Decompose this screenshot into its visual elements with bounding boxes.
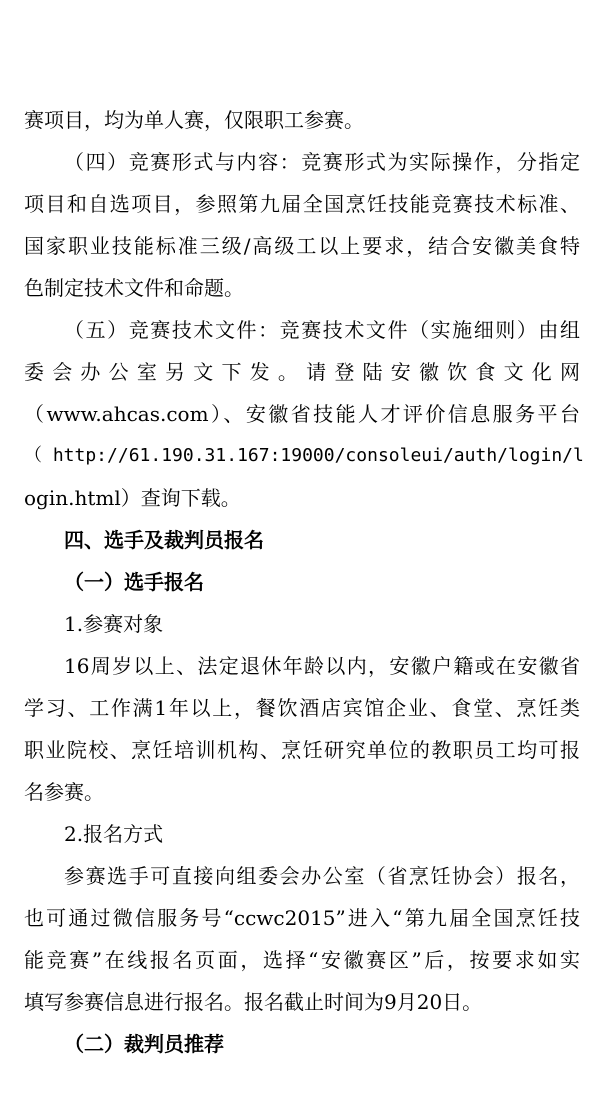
paragraph-line: （www.ahcas.com）、安徽省技能人才评价信息服务平台 [24, 402, 580, 426]
section-five-title-line: （五）竞赛技术文件：竞赛技术文件（实施细则）由组 [64, 318, 580, 342]
paragraph-line: 能竞赛”在线报名页面，选择“安徽赛区”后，按要求如实 [24, 948, 580, 972]
paragraph-line: 名参赛。 [24, 780, 104, 804]
paragraph-line: 学习、工作满1年以上，餐饮酒店宾馆企业、食堂、烹饪类 [24, 696, 580, 720]
url-line: （ http://61.190.31.167:19000/consoleui/auth/login/l [24, 445, 584, 466]
subsection-heading: （二）裁判员推荐 [64, 1032, 224, 1056]
paragraph-line: 职业院校、烹饪培训机构、烹饪研究单位的教职员工均可报 [24, 738, 580, 762]
paragraph-line: 项目和自选项目，参照第九届全国烹饪技能竞赛技术标准、 [24, 192, 580, 216]
paragraph-line: 色制定技术文件和命题。 [24, 276, 244, 300]
paragraph-line: 委会办公室另文下发。请登陆安徽饮食文化网 [24, 360, 580, 384]
paragraph-line: 赛项目，均为单人赛，仅限职工参赛。 [24, 108, 364, 132]
paragraph-line: 也可通过微信服务号“ccwc2015”进入“第九届全国烹饪技 [24, 906, 580, 930]
section-four-title-line: （四）竞赛形式与内容：竞赛形式为实际操作，分指定 [64, 150, 580, 174]
subsection-heading: （一）选手报名 [64, 570, 204, 594]
paragraph-line: ogin.html）查询下载。 [24, 486, 241, 510]
item-heading: 2.报名方式 [64, 822, 164, 846]
paragraph-line: 16周岁以上、法定退休年龄以内，安徽户籍或在安徽省 [64, 654, 580, 678]
paragraph-line: 参赛选手可直接向组委会办公室（省烹饪协会）报名， [64, 864, 580, 888]
item-heading: 1.参赛对象 [64, 612, 164, 636]
paragraph-line: 国家职业技能标准三级/高级工以上要求，结合安徽美食特 [24, 234, 580, 258]
paragraph-line: 填写参赛信息进行报名。报名截止时间为9月20日。 [24, 990, 483, 1014]
section-heading: 四、选手及裁判员报名 [64, 528, 264, 552]
